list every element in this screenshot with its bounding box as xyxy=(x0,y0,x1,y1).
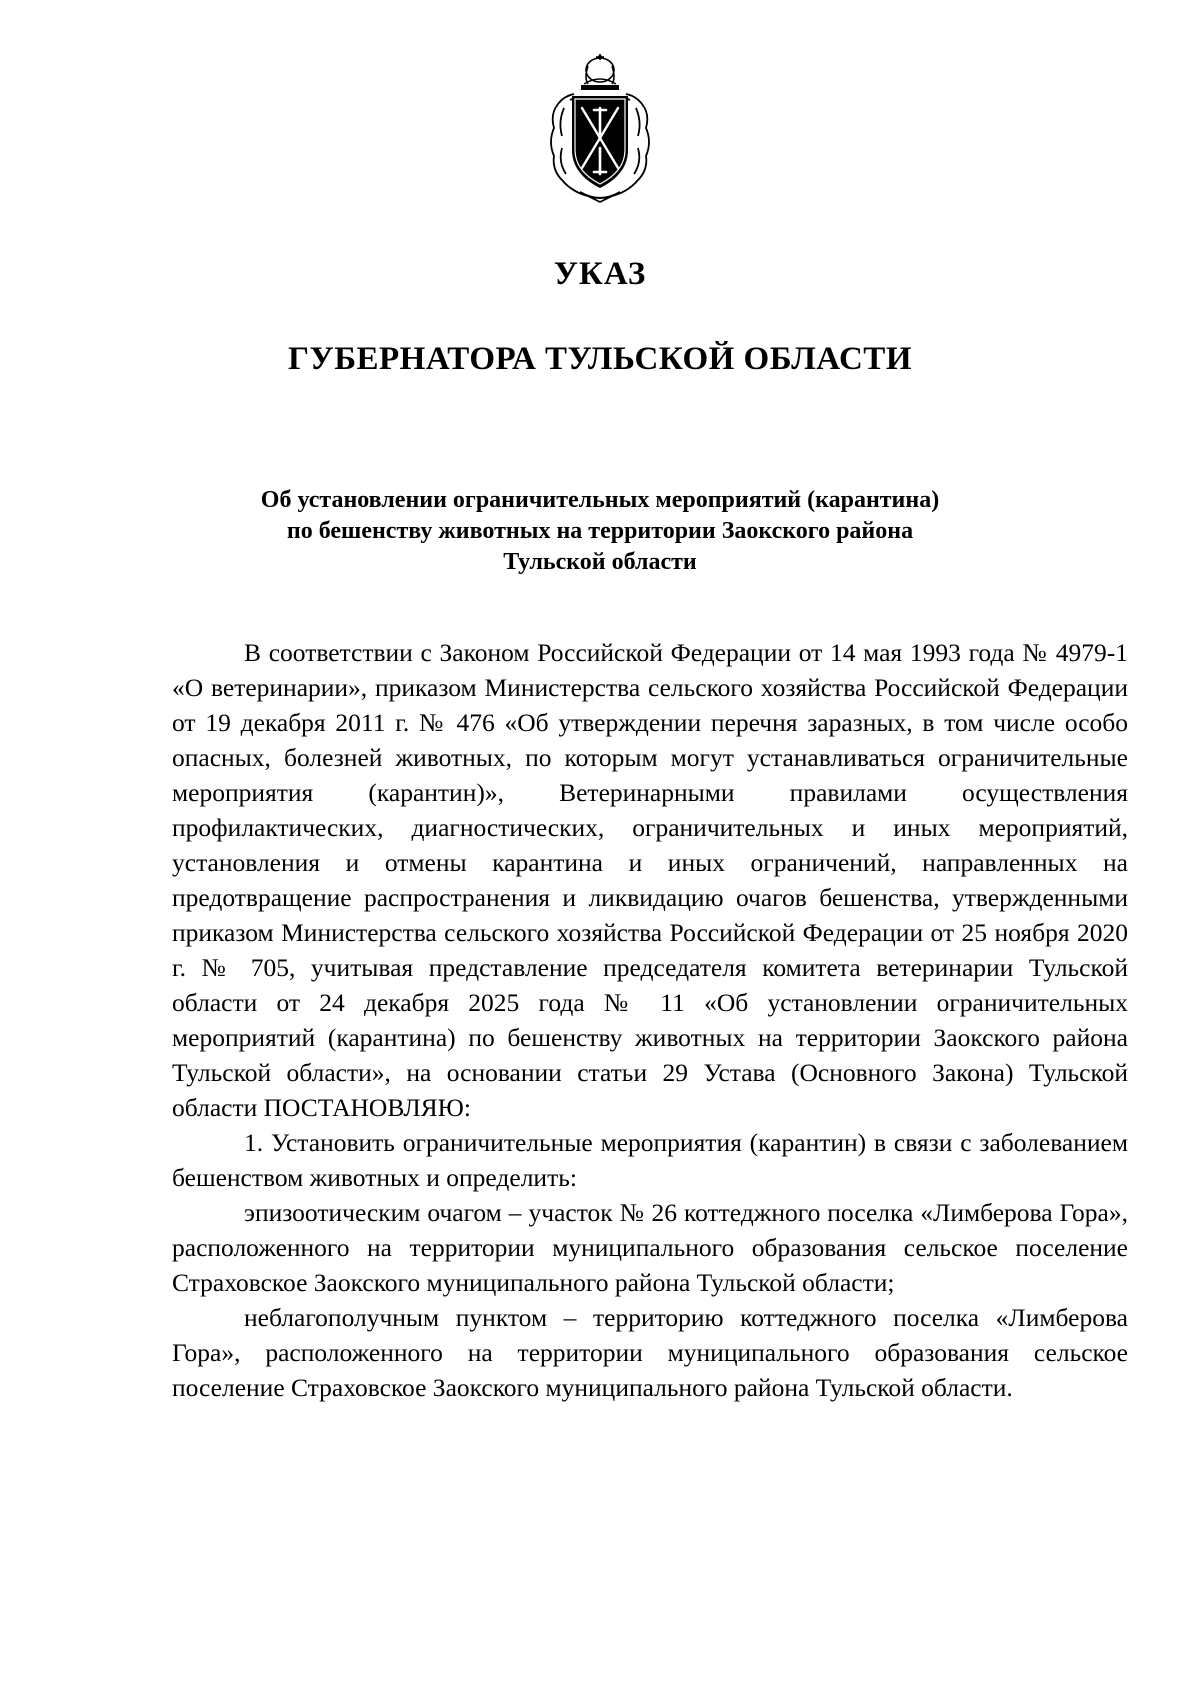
tula-coat-of-arms-icon xyxy=(544,52,656,204)
issuer-heading: ГУБЕРНАТОРА ТУЛЬСКОЙ ОБЛАСТИ xyxy=(287,341,912,377)
unfavorable-point-paragraph: неблагополучным пунктом – территорию коттеджного поселка «Лимберова Гора», расположенного на территории муниципального образования сельское поселение Страховское Заокского муниципального района Тульской области. xyxy=(172,1303,1128,1402)
item-1-paragraph: 1. Установить ограничительные мероприятия (карантин) в связи с заболеванием бешенством животных и определить: xyxy=(172,1128,1128,1192)
title-line: по бешенству животных на территории Заокского района xyxy=(286,518,914,544)
title-line: Тульской области xyxy=(503,549,697,575)
document-body xyxy=(172,635,1128,1405)
title-line: Об установлении ограничительных мероприятий (карантина) xyxy=(260,487,940,513)
preamble-paragraph: В соответствии с Законом Российской Федерации от 14 мая 1993 года № 4979-1 «О ветеринарии», приказом Министерства сельского хозяйства Российской Федерации от 19 декабря 2011 г. № 476 «Об утверждении перечня заразных, в том числе особо опасных, болезней животных, по которым могут устанавливаться ограничительные мероприятия (карантин)», Ветеринарными правилами осуществления профилактических, диагностических, ограничительных и иных мероприятий, установления и отмены карантина и иных ограничений, направленных на предотвращение распространения и ликвидацию очагов бешенства, утвержденными приказом Министерства сельского хозяйства Российской Федерации от 25 ноября 2020 г. № 705, учитывая представление председателя комитета ветеринарии Тульской области от 24 декабря 2025 года № 11 «Об установлении ограничительных мероприятий (карантина) по бешенству животных на территории Заокского района Тульской области», на основании статьи 29 Устава (Основного Закона) Тульской области ПОСТАНОВЛЯЮ: xyxy=(172,638,1128,1122)
document-title xyxy=(150,485,1050,578)
epizootic-focus-paragraph: эпизоотическим очагом – участок № 26 коттеджного поселка «Лимберова Гора», расположенного на территории муниципального образования сельское поселение Страховское Заокского муниципального района Тульской области; xyxy=(172,1198,1128,1297)
document-type-heading: УКАЗ xyxy=(553,256,647,292)
